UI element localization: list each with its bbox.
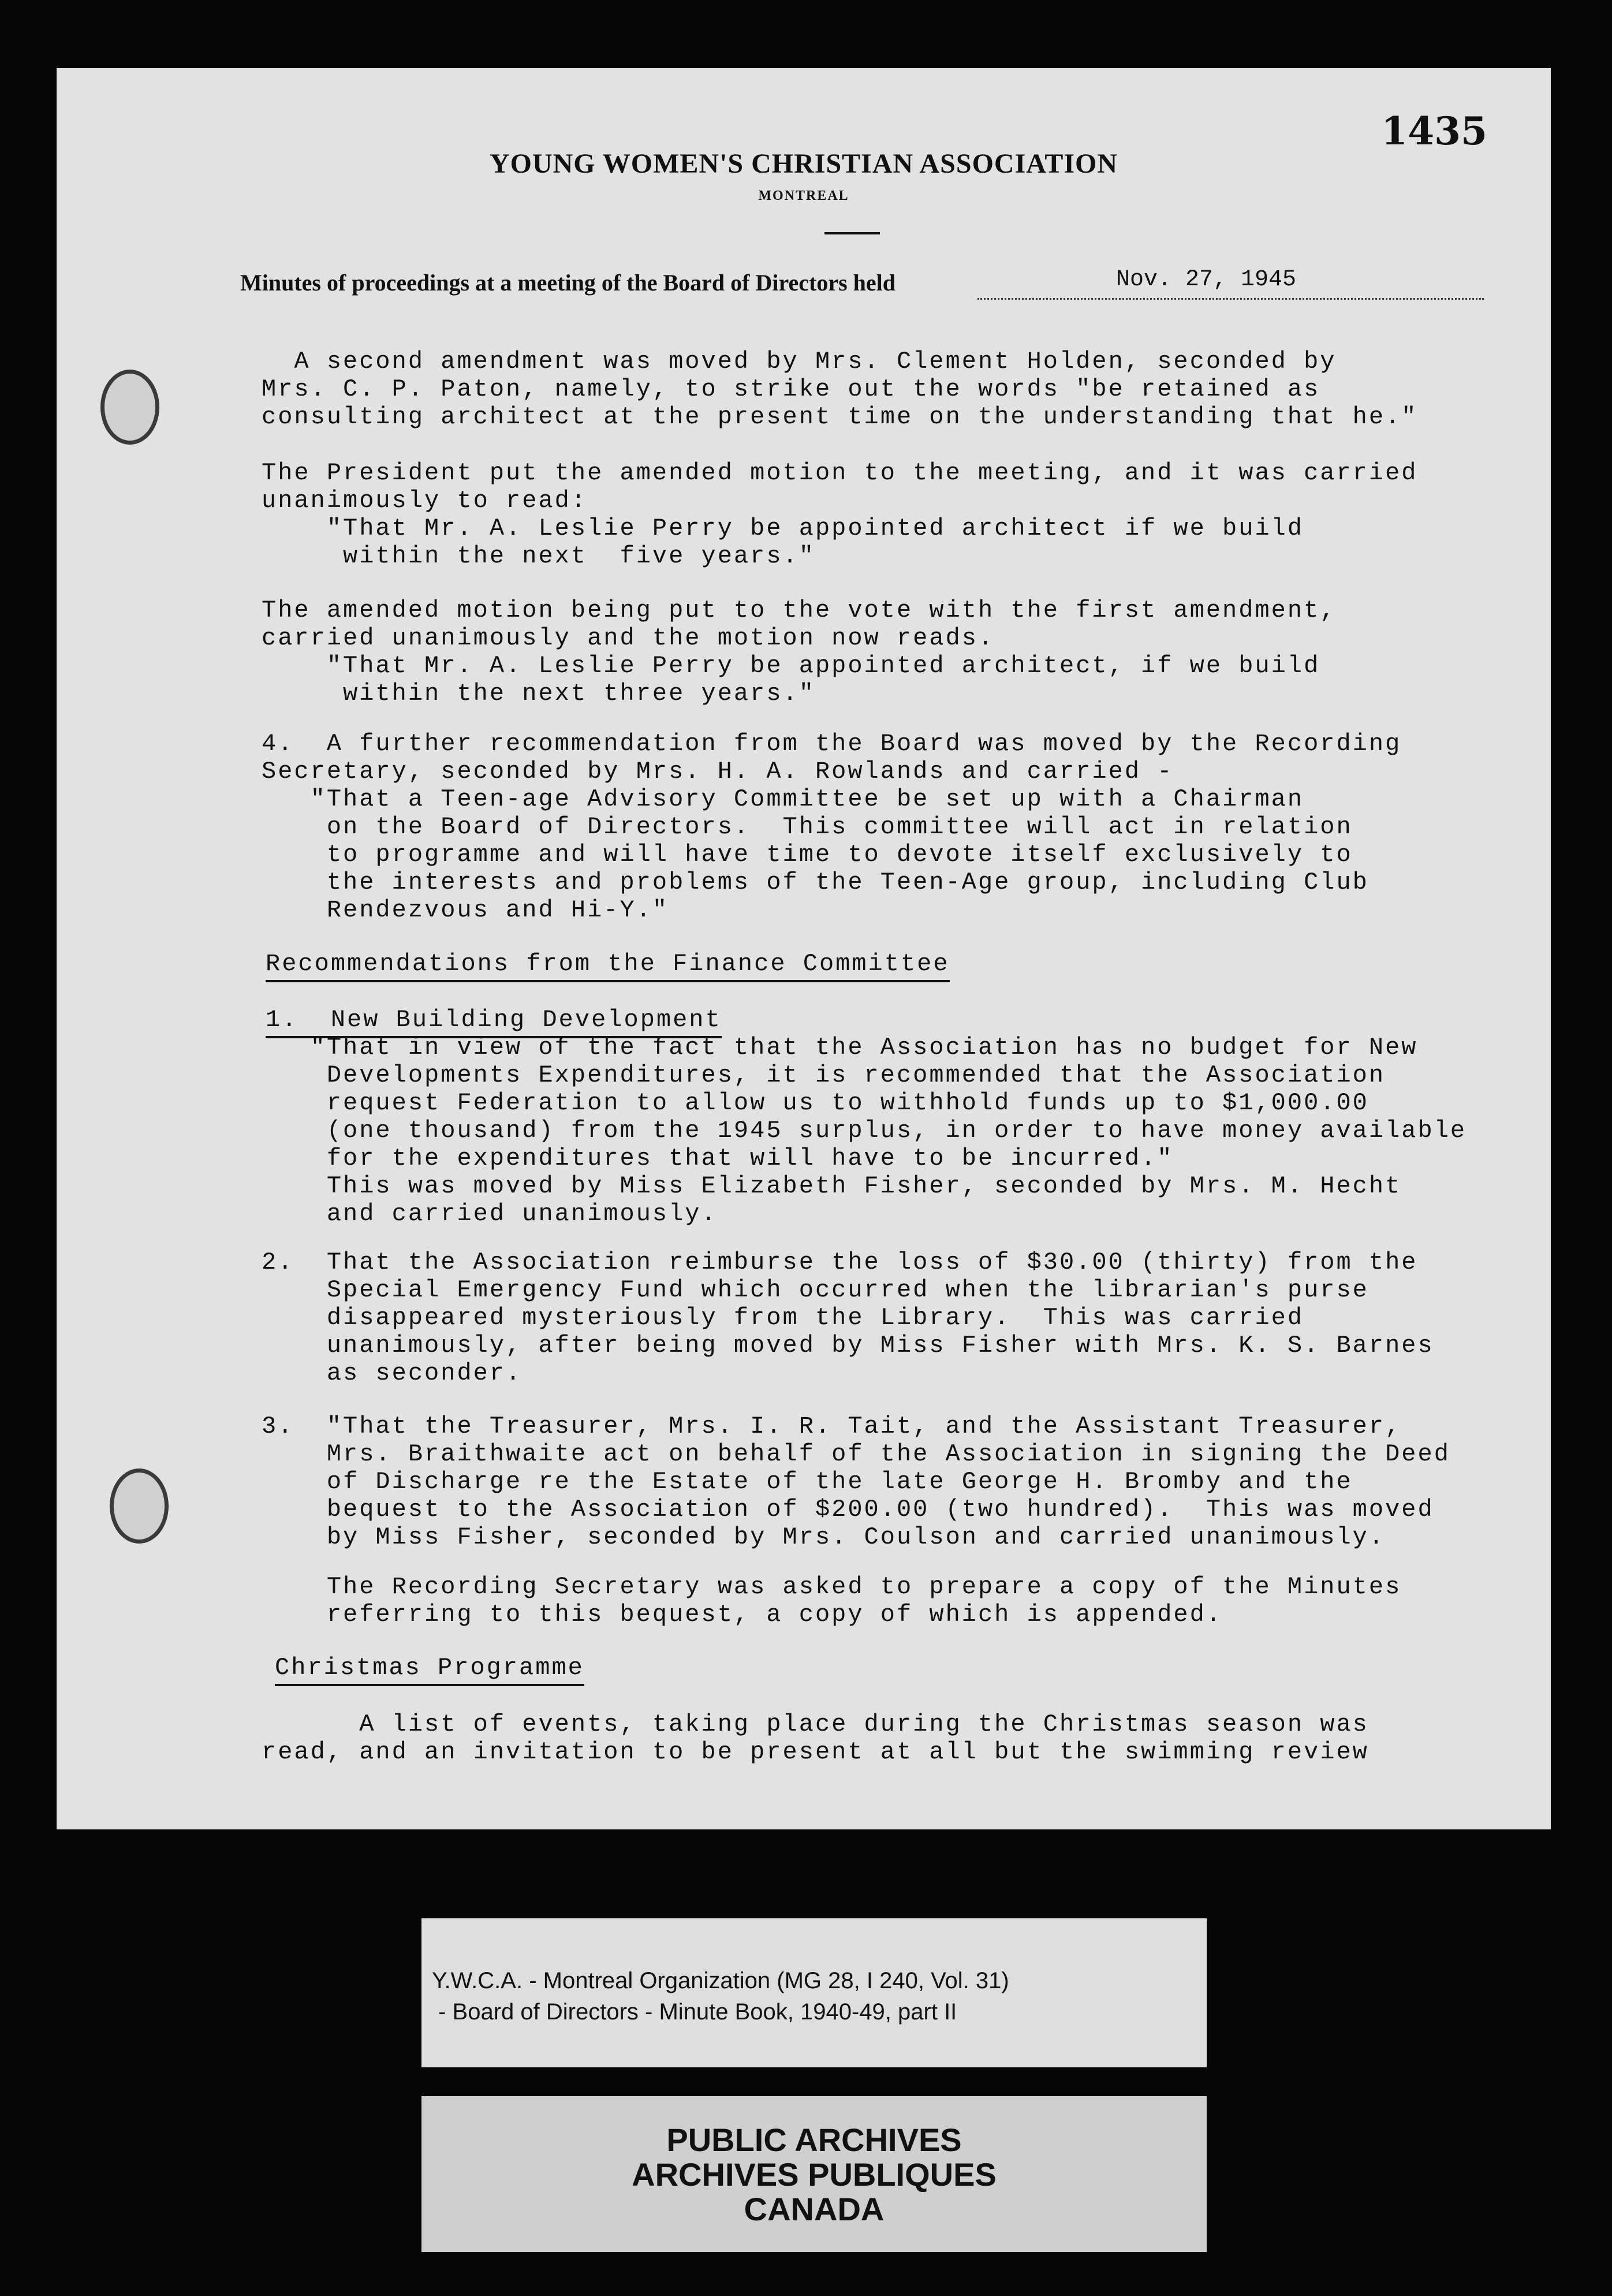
body-line: consulting architect at the present time on the understanding that he." bbox=[262, 403, 1418, 431]
archive-stamp bbox=[421, 2096, 1207, 2252]
building-heading: 1. New Building Development bbox=[266, 1006, 722, 1038]
body-line: carried unanimously and the motion now reads. bbox=[262, 624, 995, 652]
body-line: referring to this bequest, a copy of which is appended. bbox=[262, 1601, 1223, 1628]
body-line: Special Emergency Fund which occurred when the librarian's purse bbox=[262, 1276, 1369, 1304]
body-line: of Discharge re the Estate of the late George H. Bromby and the bbox=[262, 1468, 1353, 1496]
body-line: on the Board of Directors. This committee will act in relation bbox=[262, 813, 1353, 841]
punch-hole bbox=[100, 370, 159, 445]
body-line: Developments Expenditures, it is recommended that the Association bbox=[262, 1061, 1386, 1089]
body-line: Rendezvous and Hi-Y." bbox=[262, 896, 669, 924]
body-line: "That in view of the fact that the Association has no budget for New bbox=[262, 1034, 1418, 1061]
archive-reference-label bbox=[421, 1918, 1207, 2067]
body-line: "That a Teen-age Advisory Committee be set up with a Chairman bbox=[262, 785, 1304, 813]
reference-line: - Board of Directors - Minute Book, 1940-49, part II bbox=[432, 1999, 957, 2025]
minutes-label: Minutes of proceedings at a meeting of the Board of Directors held bbox=[240, 270, 896, 296]
body-line: 2. That the Association reimburse the loss of $30.00 (thirty) from the bbox=[262, 1248, 1418, 1276]
body-line: A second amendment was moved by Mrs. Clement Holden, seconded by bbox=[262, 348, 1337, 375]
header-rule bbox=[824, 232, 880, 234]
body-line: the interests and problems of the Teen-Age group, including Club bbox=[262, 869, 1369, 896]
body-line: 4. A further recommendation from the Board was moved by the Recording bbox=[262, 730, 1402, 758]
meeting-date-field bbox=[977, 267, 1484, 300]
body-line: bequest to the Association of $200.00 (two hundred). This was moved bbox=[262, 1496, 1434, 1523]
body-line: and carried unanimously. bbox=[262, 1200, 718, 1228]
subsection-heading bbox=[266, 1006, 722, 1034]
body-line: Secretary, seconded by Mrs. H. A. Rowlands and carried - bbox=[262, 758, 1174, 785]
document-page bbox=[57, 68, 1551, 1829]
body-line: for the expenditures that will have to be incurred." bbox=[262, 1145, 1174, 1172]
reference-line: Y.W.C.A. - Montreal Organization (MG 28, I 240, Vol. 31) bbox=[432, 1968, 1009, 1993]
stamp-line: PUBLIC ARCHIVES bbox=[666, 2122, 962, 2158]
body-line: The Recording Secretary was asked to prepare a copy of the Minutes bbox=[262, 1573, 1402, 1601]
organization-title: YOUNG WOMEN'S CHRISTIAN ASSOCIATION bbox=[489, 148, 1118, 179]
city-subtitle: MONTREAL bbox=[758, 188, 849, 203]
body-line: unanimously, after being moved by Miss Fisher with Mrs. K. S. Barnes bbox=[262, 1332, 1434, 1359]
body-line: Mrs. Braithwaite act on behalf of the Association in signing the Deed bbox=[262, 1440, 1450, 1468]
body-line: (one thousand) from the 1945 surplus, in order to have money available bbox=[262, 1117, 1467, 1145]
body-line: unanimously to read: bbox=[262, 487, 588, 515]
body-line: 3. "That the Treasurer, Mrs. I. R. Tait, and the Assistant Treasurer, bbox=[262, 1412, 1402, 1440]
body-line: The amended motion being put to the vote with the first amendment, bbox=[262, 597, 1337, 624]
body-line: "That Mr. A. Leslie Perry be appointed architect, if we build bbox=[262, 652, 1320, 680]
stamp-line: CANADA bbox=[744, 2191, 885, 2227]
body-line: by Miss Fisher, seconded by Mrs. Coulson and carried unanimously. bbox=[262, 1523, 1386, 1551]
body-line: disappeared mysteriously from the Library. This was carried bbox=[262, 1304, 1304, 1332]
body-line: within the next three years." bbox=[262, 680, 815, 707]
punch-hole bbox=[110, 1468, 169, 1544]
body-line: within the next five years." bbox=[262, 542, 815, 570]
body-line: request Federation to allow us to withhold funds up to $1,000.00 bbox=[262, 1089, 1369, 1117]
section-heading bbox=[275, 1654, 584, 1682]
body-line: A list of events, taking place during the Christmas season was bbox=[262, 1710, 1369, 1738]
page-number: 1435 bbox=[1381, 109, 1487, 154]
finance-heading: Recommendations from the Finance Committee bbox=[266, 950, 950, 982]
stamp-line: ARCHIVES PUBLIQUES bbox=[632, 2156, 997, 2193]
body-line: Mrs. C. P. Paton, namely, to strike out the words "be retained as bbox=[262, 375, 1320, 403]
section-heading bbox=[266, 950, 950, 978]
body-line: read, and an invitation to be present at all but the swimming review bbox=[262, 1738, 1369, 1766]
christmas-heading: Christmas Programme bbox=[275, 1654, 584, 1686]
body-line: The President put the amended motion to the meeting, and it was carried bbox=[262, 459, 1418, 487]
body-line: This was moved by Miss Elizabeth Fisher, seconded by Mrs. M. Hecht bbox=[262, 1172, 1402, 1200]
body-line: "That Mr. A. Leslie Perry be appointed architect if we build bbox=[262, 515, 1304, 542]
body-line: as seconder. bbox=[262, 1359, 523, 1387]
meeting-date: Nov. 27, 1945 bbox=[1116, 267, 1297, 293]
body-line: to programme and will have time to devote itself exclusively to bbox=[262, 841, 1353, 869]
